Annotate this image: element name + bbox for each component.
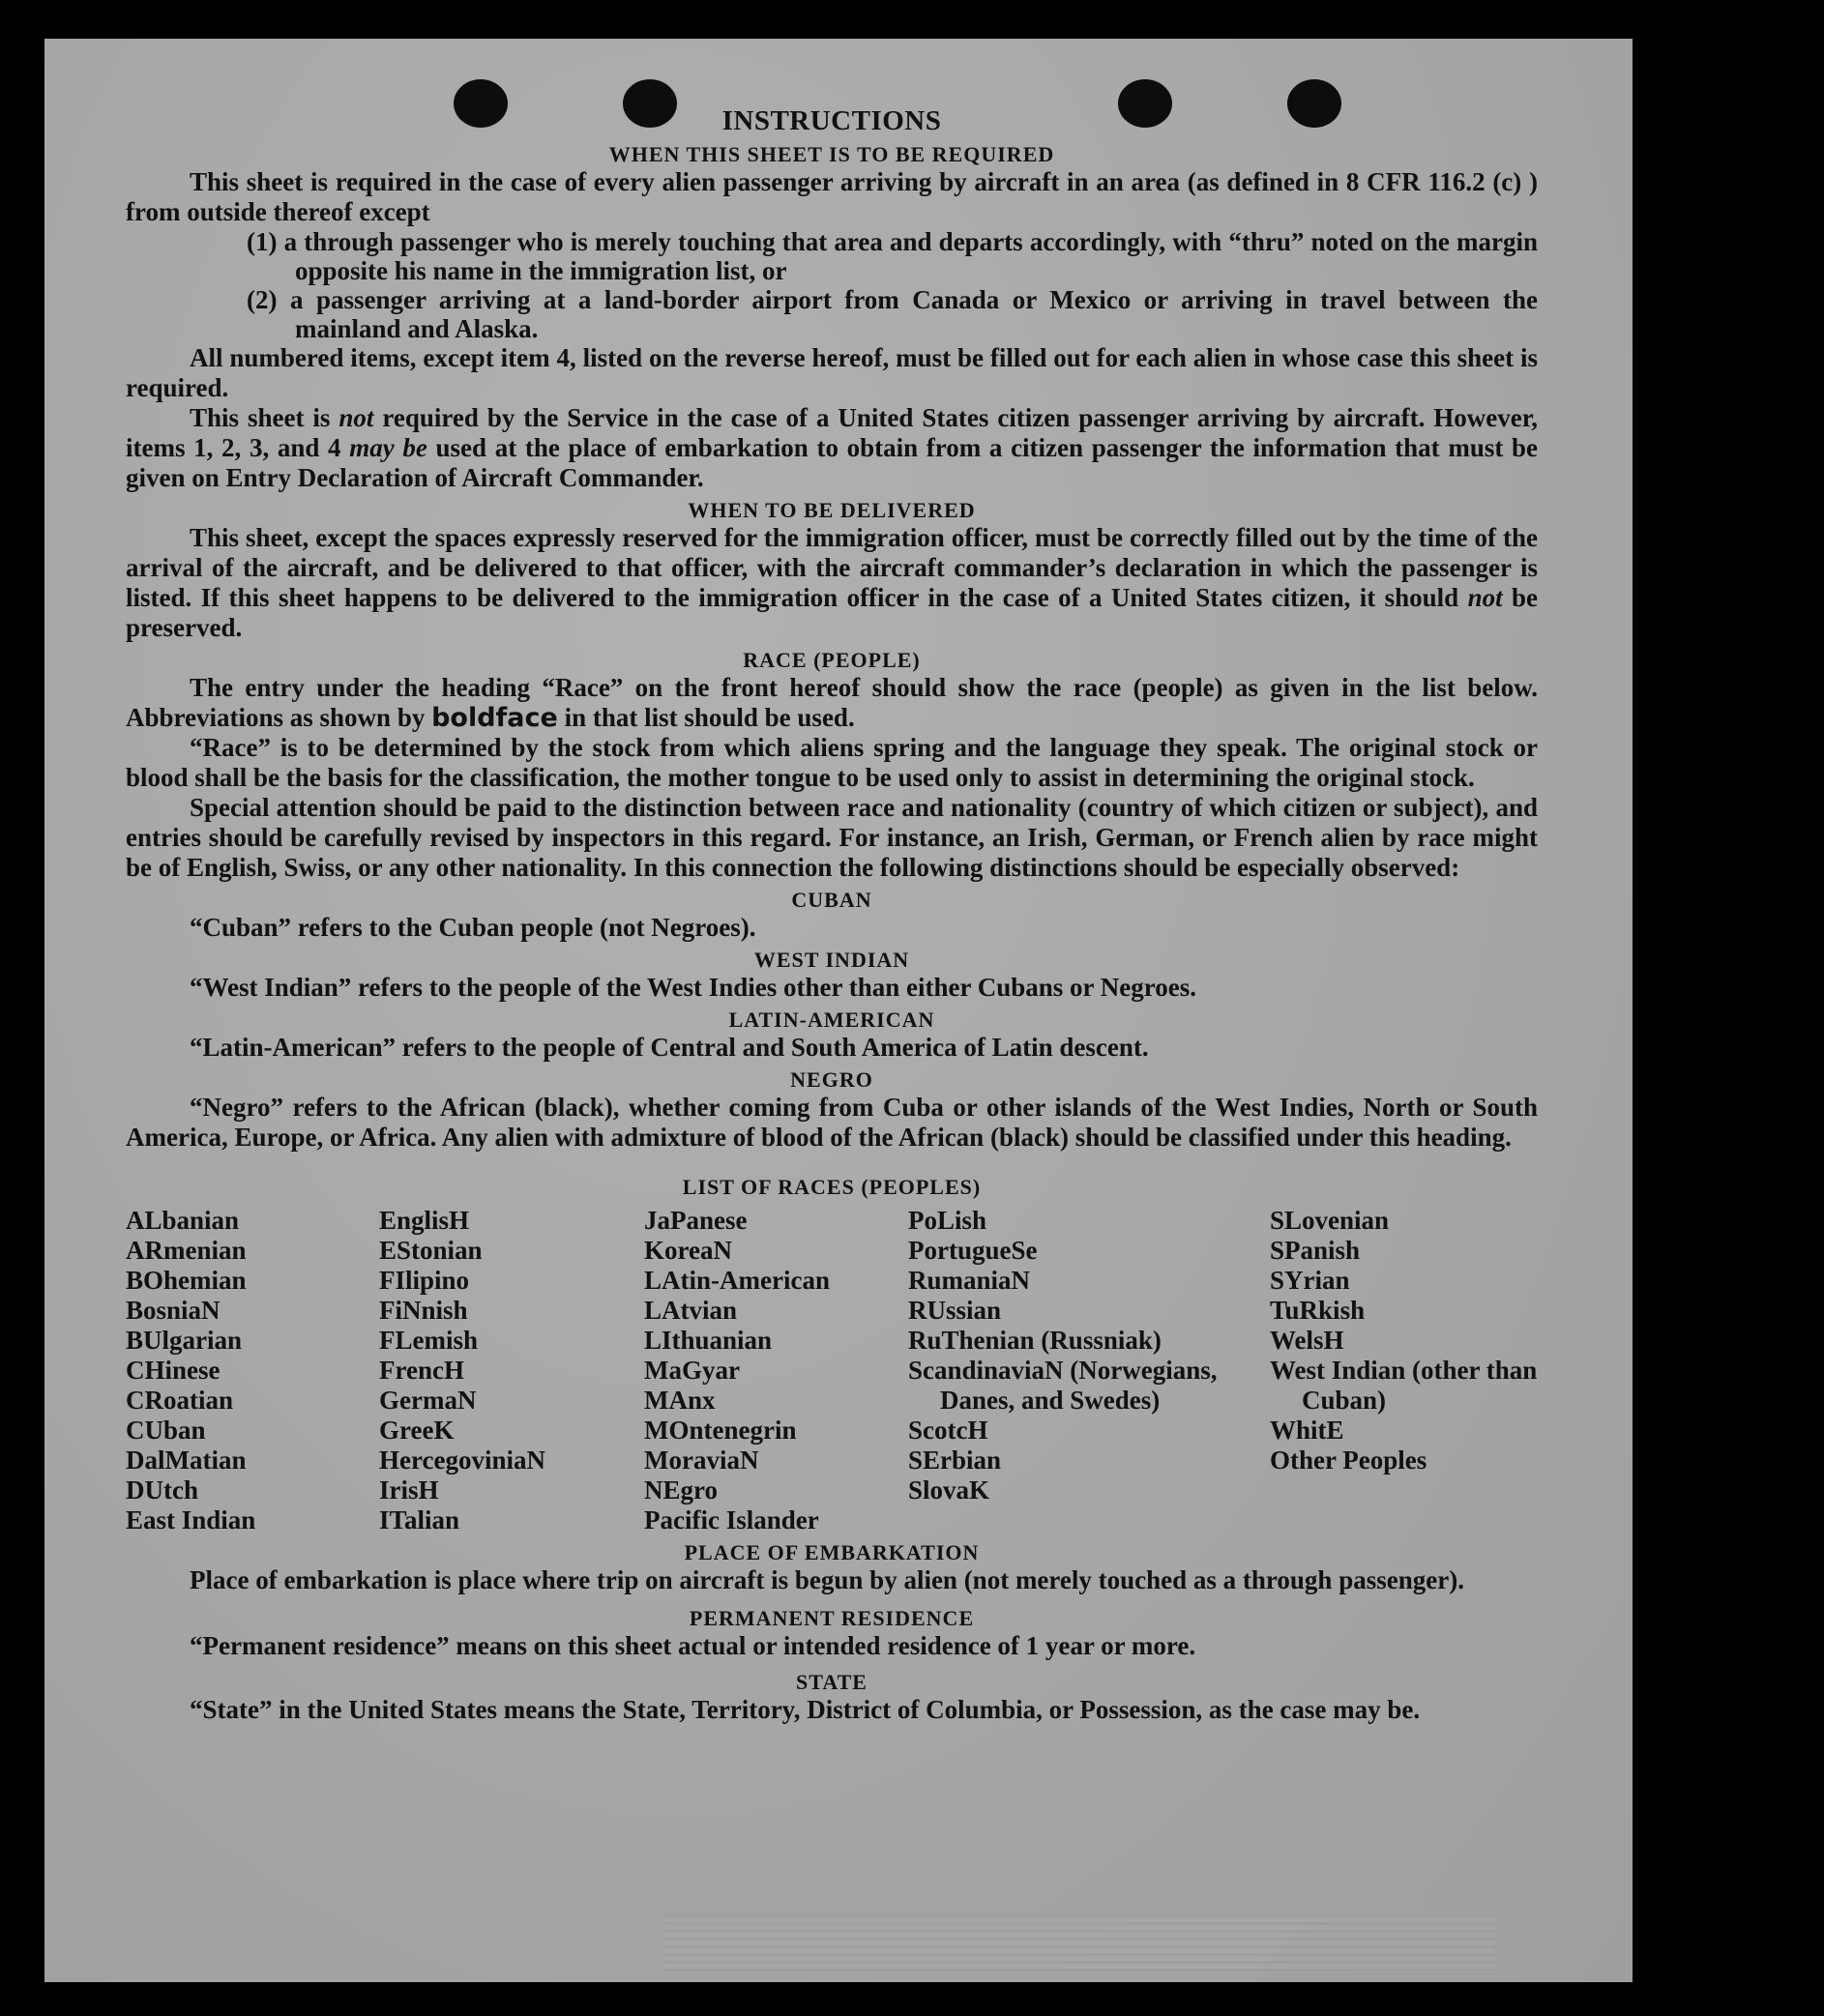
race-item: SYrian	[1270, 1266, 1350, 1295]
race-item: ScotcH	[908, 1416, 988, 1445]
race-item: ScandinaviaN (Norwegians, Danes, and Swedes)	[908, 1356, 1218, 1415]
race-item: HercegoviniaN	[379, 1446, 545, 1475]
race-item: ALbanian	[126, 1206, 240, 1235]
race-item: RUssian	[908, 1296, 1002, 1325]
race-item: SLovenian	[1270, 1206, 1390, 1235]
paragraph-race-nationality: Special attention should be paid to the distinction between race and nationality (country of which citizen or subject), and entries should be carefully revised by inspectors in this regard. For instance, an Irish, German, or French alien by race might be of English, Swiss, or any other nationality. In this connection the following distinctions should be especially observed:	[126, 793, 1538, 882]
paragraph-citizen: This sheet is not required by the Service in the case of a United States citizen passenger arriving by aircraft. However, items 1, 2, 3, and 4 may be used at the place of embarkation to obtain from a citizen passenger the information that must be given on Entry Declaration of Aircraft Commander.	[126, 403, 1538, 492]
page-title: INSTRUCTIONS	[721, 105, 942, 136]
text-permanent-residence: “Permanent residence” means on this sheet actual or intended residence of 1 year or more.	[190, 1631, 1196, 1660]
paragraph-required: This sheet is required in the case of every alien passenger arriving by aircraft in an area (as defined in 8 CFR 116.2 (c) ) from outside thereof except	[126, 167, 1538, 226]
heading-when-delivered: WHEN TO BE DELIVERED	[688, 498, 976, 522]
text-state: “State” in the United States means the State, Territory, District of Columbia, or Possession, as the case may be.	[190, 1695, 1421, 1724]
race-item: BosniaN	[126, 1296, 221, 1325]
race-item: NEgro	[644, 1475, 719, 1505]
race-item: EStonian	[379, 1236, 483, 1265]
races-list	[126, 1206, 1538, 1535]
race-item: PortugueSe	[908, 1236, 1038, 1265]
race-item: BUlgarian	[126, 1326, 243, 1355]
race-item: FrencH	[379, 1356, 464, 1385]
race-item: DalMatian	[126, 1446, 247, 1475]
document-sheet	[44, 39, 1633, 1982]
faint-footer-print	[663, 1914, 1495, 1972]
race-item: West Indian (other than Cuban)	[1270, 1356, 1538, 1415]
race-item: WhitE	[1270, 1416, 1344, 1445]
race-item: MOntenegrin	[644, 1416, 797, 1445]
races-column-3	[644, 1206, 908, 1535]
race-item: ARmenian	[126, 1236, 247, 1265]
race-item: Pacific Islander	[644, 1505, 819, 1534]
heading-negro: NEGRO	[790, 1067, 873, 1092]
heading-race: RACE (PEOPLE)	[743, 648, 921, 672]
text-negro: “Negro” refers to the African (black), whether coming from Cuba or other islands of the West Indies, North or South America, Europe, or Africa. Any alien with admixture of blood of the African (black) should be classified under this heading.	[126, 1093, 1538, 1152]
race-item: MaGyar	[644, 1356, 740, 1385]
races-column-4	[908, 1206, 1270, 1535]
race-item: MAnx	[644, 1386, 716, 1415]
race-item: East Indian	[126, 1505, 256, 1534]
race-item: SlovaK	[908, 1475, 990, 1505]
race-item: MoraviaN	[644, 1446, 759, 1475]
races-column-2	[379, 1206, 644, 1535]
races-column-5	[1270, 1206, 1538, 1535]
race-item: Other Peoples	[1270, 1446, 1427, 1475]
exception-item-1: (1) a through passenger who is merely touching that area and departs accordingly, with “thru” noted on the margin opposite his name in the immigration list, or	[247, 227, 1538, 285]
heading-place-of-embarkation: PLACE OF EMBARKATION	[684, 1540, 980, 1564]
race-item: WelsH	[1270, 1326, 1344, 1355]
race-item: FLemish	[379, 1326, 479, 1355]
race-item: LAtvian	[644, 1296, 738, 1325]
text-west-indian: “West Indian” refers to the people of the West Indies other than either Cubans or Negroes.	[190, 973, 1197, 1002]
race-item: BOhemian	[126, 1266, 247, 1295]
race-item: JaPanese	[644, 1206, 748, 1235]
race-item: KoreaN	[644, 1236, 732, 1265]
race-item: FiNnish	[379, 1296, 468, 1325]
race-item: EnglisH	[379, 1206, 470, 1235]
heading-latin-american: LATIN-AMERICAN	[728, 1008, 935, 1032]
exception-item-2: (2) a passenger arriving at a land-border airport from Canada or Mexico or arriving in travel between the mainland and Alaska.	[247, 285, 1538, 343]
text-place-of-embarkation: Place of embarkation is place where trip on aircraft is begun by alien (not merely touched as a through passenger).	[190, 1565, 1464, 1594]
races-column-1	[126, 1206, 379, 1535]
heading-list-of-races: LIST OF RACES (PEOPLES)	[682, 1175, 982, 1199]
race-item: IrisH	[379, 1475, 439, 1505]
race-item: GermaN	[379, 1386, 477, 1415]
race-item: CUban	[126, 1416, 206, 1445]
heading-state: STATE	[796, 1670, 868, 1694]
heading-west-indian: WEST INDIAN	[753, 948, 910, 972]
race-item: LAtin-American	[644, 1266, 830, 1295]
race-item: PoLish	[908, 1206, 987, 1235]
race-item: DUtch	[126, 1475, 198, 1505]
heading-when-required: WHEN THIS SHEET IS TO BE REQUIRED	[608, 142, 1055, 166]
race-item: FIlipino	[379, 1266, 470, 1295]
race-item: CHinese	[126, 1356, 221, 1385]
heading-permanent-residence: PERMANENT RESIDENCE	[689, 1606, 975, 1630]
paragraph-delivered: This sheet, except the spaces expressly reserved for the immigration officer, must be correctly filled out by the time of the arrival of the aircraft, and be delivered to that officer, with the aircraft commander’s declaration in which the passenger is listed. If this sheet happens to be delivered to the immigration officer in the case of a United States citizen, it should not be preserved.	[126, 523, 1539, 642]
heading-cuban: CUBAN	[791, 888, 872, 912]
paragraph-numbered-items: All numbered items, except item 4, listed on the reverse hereof, must be filled out for each alien in whose case this sheet is required.	[126, 343, 1538, 402]
text-latin-american: “Latin-American” refers to the people of Central and South America of Latin descent.	[190, 1033, 1149, 1062]
race-item: GreeK	[379, 1416, 455, 1445]
race-item: LIthuanian	[644, 1326, 773, 1355]
paragraph-race-definition: “Race” is to be determined by the stock from which aliens spring and the language they speak. The original stock or blood shall be the basis for the classification, the mother tongue to be used only to assist in determining the original stock.	[126, 733, 1538, 792]
race-item: RumaniaN	[908, 1266, 1031, 1295]
race-item: TuRkish	[1270, 1296, 1366, 1325]
race-item: RuThenian (Russniak)	[908, 1326, 1162, 1355]
race-item: CRoatian	[126, 1386, 234, 1415]
instructions-content	[126, 104, 1538, 1725]
race-item: ITalian	[379, 1505, 460, 1534]
race-item: SPanish	[1270, 1236, 1361, 1265]
text-cuban: “Cuban” refers to the Cuban people (not Negroes).	[190, 913, 756, 942]
paragraph-race-entry: The entry under the heading “Race” on the front hereof should show the race (people) as given in the list below. Abbreviations as shown by boldface in that list should be used.	[126, 673, 1538, 733]
race-item: SErbian	[908, 1446, 1002, 1475]
